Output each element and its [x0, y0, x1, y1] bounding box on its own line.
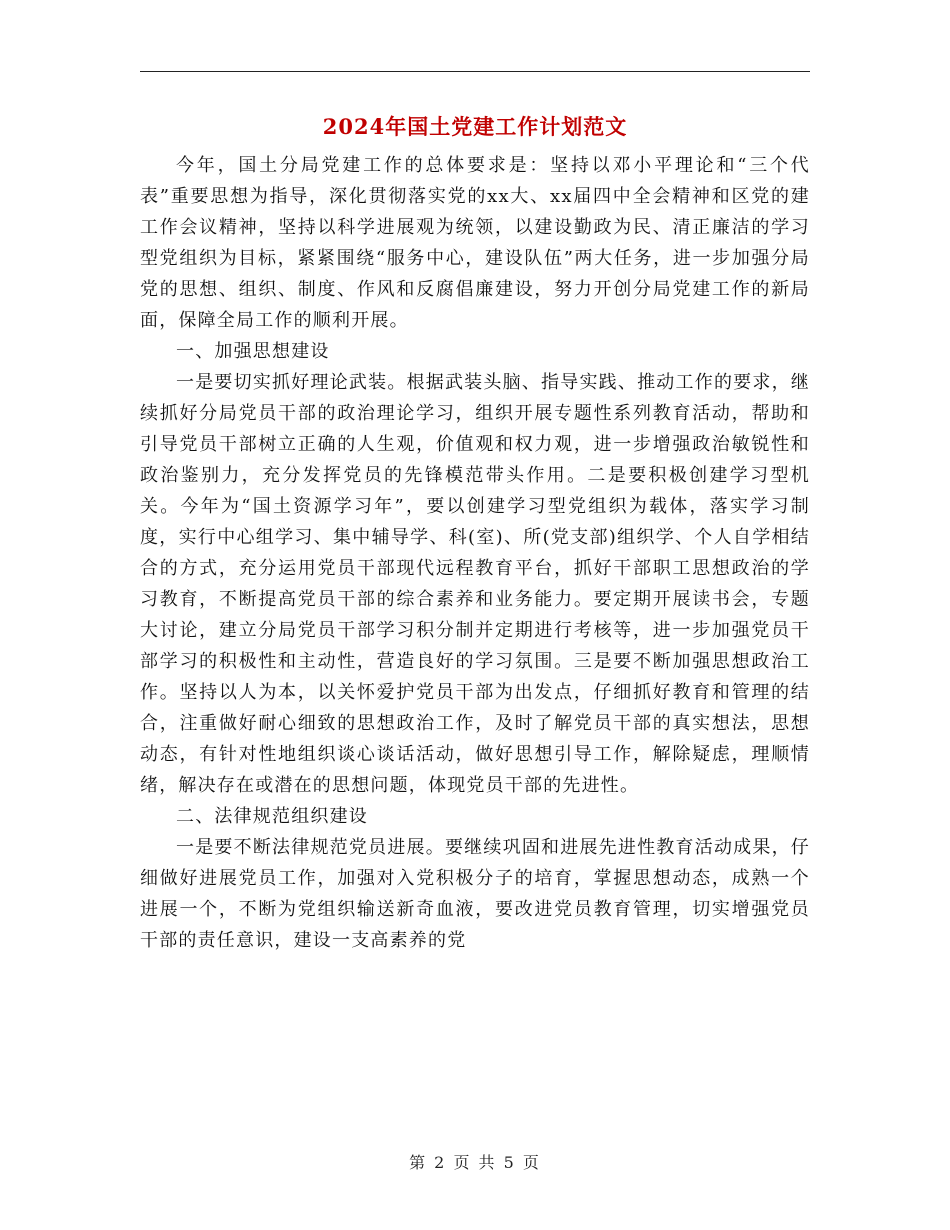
section-heading-2: 二、法律规范组织建设	[176, 806, 368, 827]
section-2-paragraph: 一是要不断法律规范党员进展。要继续巩固和进展先进性教育活动成果，仔细做好进展党员工作，加强对入党积极分子的培育，掌握思想动态，成熟一个进展一个，不断为党组织输送新奇血液，要改进党员教育管理，切实增强党员干部的责任意识，建设一支高素养的党	[140, 837, 810, 951]
page-footer: 第 2 页 共 5 页	[409, 1153, 541, 1172]
intro-paragraph: 今年，国土分局党建工作的总体要求是：坚持以邓小平理论和“三个代表”重要思想为指导，深化贯彻落实党的xx大、xx届四中全会精神和区党的建工作会议精神，坚持以科学进展观为统领，以建设勤政为民、清正廉洁的学习型党组织为目标，紧紧围绕“服务中心，建设队伍”两大任务，进一步加强分局党的思想、组织、制度、作风和反腐倡廉建设，努力开创分局党建工作的新局面，保障全局工作的顺利开展。	[140, 155, 810, 331]
header-rule	[140, 71, 810, 72]
section-1-paragraph: 一是要切实抓好理论武装。根据武装头脑、指导实践、推动工作的要求，继续抓好分局党员干部的政治理论学习，组织开展专题性系列教育活动，帮助和引导党员干部树立正确的人生观，价值观和权力观，进一步增强政治敏锐性和政治鉴别力，充分发挥党员的先锋模范带头作用。二是要积极创建学习型机关。今年为“国土资源学习年”，要以创建学习型党组织为载体，落实学习制度，实行中心组学习、集中辅导学、科(室)、所(党支部)组织学、个人自学相结合的方式，充分运用党员干部现代远程教育平台，抓好干部职工思想政治的学习教育，不断提高党员干部的综合素养和业务能力。要定期开展读书会，专题大讨论，建立分局党员干部学习积分制并定期进行考核等，进一步加强党员干部学习的积极性和主动性，营造良好的学习氛围。三是要不断加强思想政治工作。坚持以人为本，以关怀爱护党员干部为出发点，仔细抓好教育和管理的结合，注重做好耐心细致的思想政治工作，及时了解党员干部的真实想法，思想动态，有针对性地组织谈心谈话活动，做好思想引导工作，解除疑虑，理顺情绪，解决存在或潜在的思想问题，体现党员干部的先进性。	[140, 372, 810, 796]
document-title: 2024年国土党建工作计划范文	[322, 114, 628, 139]
section-heading-1: 一、加强思想建设	[176, 341, 330, 362]
document-body	[140, 150, 810, 956]
